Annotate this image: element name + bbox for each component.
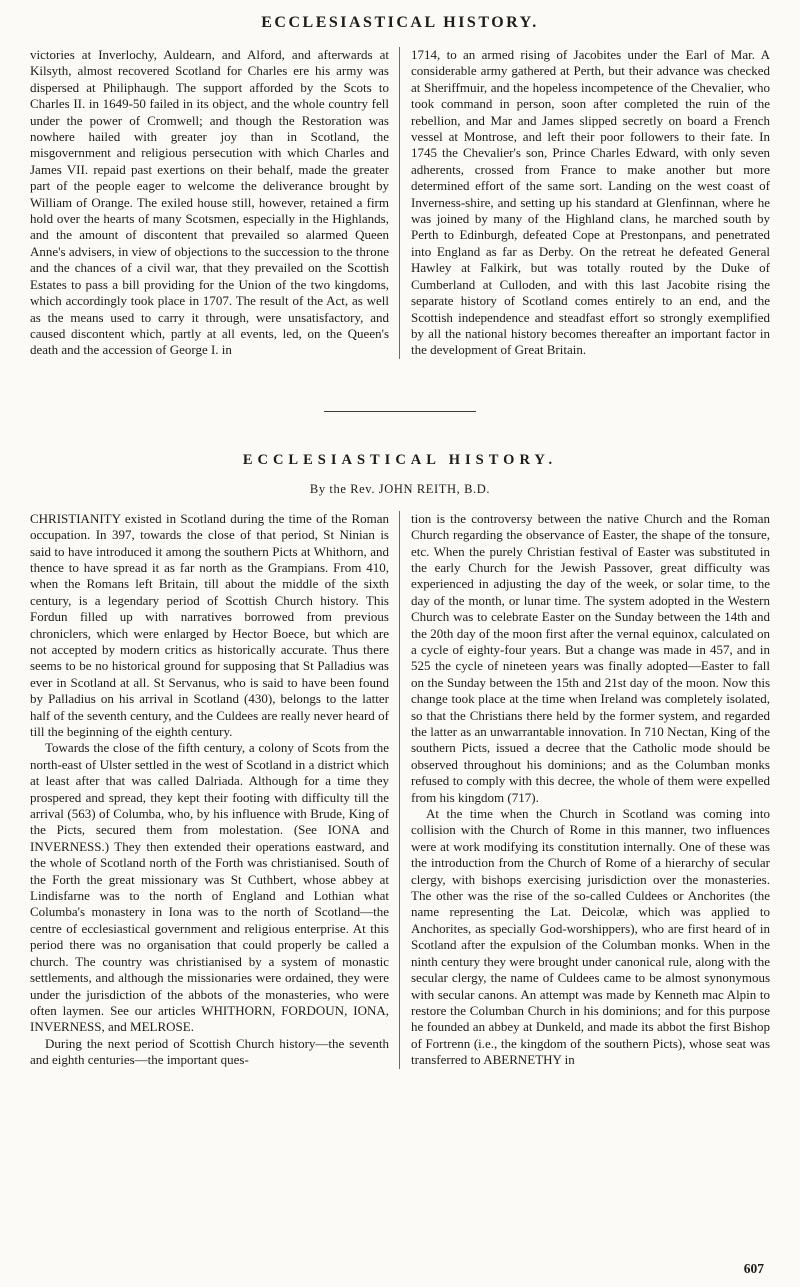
body-left-column — [30, 511, 400, 1069]
paragraph: At the time when the Church in Scotland was coming into collision with the Church of Rome in this manner, two influences were at work modifying its constitution internally. One of these was the introduction from the Church of Rome of a hierarchy of secular clergy, with bishops exercising jurisdiction over the monasteries. The other was the rise of the so-called Culdees or Anchorites (the name representing the Lat. Deicolæ, which was applied to Anchorites, as specially God-worshippers), who are first heard of in Scotland after the expulsion of the Columban monks. When in the ninth century they were brought under canonical rule, along with the secular clergy, the name of Culdees came to be almost synonymous with secular canons. An attempt was made by Kenneth mac Alpin to restore the Columban Church in his dominions; and for this purpose he founded an abbey at Dunkeld, and made its abbot the first Bishop of Fortrenn (i.e., the kingdom of the southern Picts), whose seat was transferred to ABERNETHY in — [411, 806, 770, 1068]
article-byline: By the Rev. JOHN REITH, B.D. — [309, 481, 491, 496]
article-body — [30, 511, 770, 1069]
top-right-column — [400, 47, 770, 359]
paragraph: CHRISTIANITY existed in Scotland during the time of the Roman occupation. In 397, towards the close of that period, St Ninian is said to have introduced it among the southern Picts at Whithorn, and thence to have spread it as far north as the Grampians. From 410, when the Romans left Britain, till about the middle of the sixth century, is a legendary period of Scottish Church history. This Fordun filled up with narratives borrowed from previous chroniclers, which were enlarged by Hector Boece, but which are not accepted by modern critics as historically accurate. Thus there seems to be no historical ground for supposing that St Palladius was ever in Scotland at all. St Servanus, who is said to have been found by Palladius on his arrival in Scotland (430), belongs to the latter half of the seventh century, and the Culdees are really never heard of till the beginning of the eighth century. — [30, 510, 389, 739]
page-number: 607 — [743, 1261, 764, 1276]
body-right-column — [400, 511, 770, 1069]
section-divider-rule — [324, 411, 476, 412]
paragraph: During the next period of Scottish Church history—the seventh and eighth centuries—the important ques- — [30, 1035, 389, 1068]
paragraph: tion is the controversy between the native Church and the Roman Church regarding the observance of Easter, the shape of the tonsure, etc. When the purely Christian festival of Easter was substituted in the early Church for the Jewish Passover, great difficulty was experienced in adjusting the day of the week, or solar time, to the day of the month, or lunar time. The system adopted in the Western Church was to celebrate Easter on the Sunday between the 14th and the 20th day of the moon first after the vernal equinox, calculated on a cycle of eighty-four years. But a change was made in 457, and in 525 the cycle of nineteen years was finally adopted—Easter to fall on the Sunday between the 15th and 21st day of the moon. Now this change took place at the time when Ireland was completely isolated, so that the Christians there held by the former system, and regarded the latter as an unwarrantable innovation. In 710 Nectan, King of the southern Picts, issued a decree that the Catholic mode should be observed throughout his dominions; and as the Columban monks refused to comply with this decree, the whole of them were expelled from his kingdom (717). — [411, 510, 770, 805]
paragraph: 1714, to an armed rising of Jacobites under the Earl of Mar. A considerable army gathered at Perth, but their advance was checked at Sheriffmuir, and the hopeless incompetence of the Chevalier, who took command in person, soon after completed the ruin of the rebellion, and Mar and James slipped secretly on board a French vessel at Montrose, and left their poor followers to their fate. In 1745 the Chevalier's son, Prince Charles Edward, with only seven adherents, crossed from France to make another but more determined effort of the same sort. Landing on the west coast of Inverness-shire, and setting up his standard at Glenfinnan, where he was joined by many of the Highland clans, he marched south by Perth to Edinburgh, defeated Cope at Prestonpans, and penetrated into England as far as Derby. On the retreat he defeated General Hawley at Falkirk, but was totally routed by the Duke of Cumberland at Culloden, and with this last Jacobite rising the separate history of Scotland comes entirely to an end, and the Scottish independence and steadfast effort so strongly exemplified by all the national history becomes thereafter an important factor in the development of Great Britain. — [411, 47, 770, 358]
paragraph: Towards the close of the fifth century, a colony of Scots from the north-east of Ulster settled in the west of Scotland in a district which at least after that was called Dalriada. Although for a time they prospered and spread, they kept their footing with difficulty till the arrival (563) of Columba, who, by his influence with Brude, King of the Picts, secured them from molestation. (See IONA and INVERNESS.) They then extended their operations eastward, and the whole of Scotland north of the Forth was christianised. South of the Forth the great missionary was St Cuthbert, whose abbey at Lindisfarne was to the north of England and Lothian what Columba's monastery in Iona was to the north of Scotland—the centre of ecclesiastical government and religious enterprise. At this period there was no organisation that could properly be called a church. The country was christianised by a system of monastic settlements, and although the missionaries were ordained, they were under the jurisdiction of the abbots of the monasteries, who were often laymen. See our articles WHITHORN, FORDOUN, IONA, INVERNESS, and MELROSE. — [30, 740, 389, 1035]
top-section — [30, 47, 770, 359]
paragraph: victories at Inverlochy, Auldearn, and Alford, and afterwards at Kilsyth, almost recovered Scotland for Charles ere his army was dispersed at Philiphaugh. The support afforded by the Scots to Charles II. in 1649-50 failed in its object, and the whole country fell under the power of Cromwell; and though the Restoration was nowhere hailed with greater joy than in Scotland, the misgovernment and religious persecution with which Charles and James VII. repaid past exertions on their behalf, made the greater part of the people eager to welcome the deliverance brought by William of Orange. The exiled house still, however, retained a firm hold over the hearts of many Scotsmen, especially in the Highlands, and the amount of discontent that prevailed so alarmed Queen Anne's advisers, in view of objections to the succession to the throne and the chances of a civil war, that they prevailed on the Scottish Estates to pass a bill providing for the Union of the two kingdoms, which accordingly took place in 1707. The result of the Act, as well as the means used to carry it through, were unsatisfactory, and caused discontent which, partly at all events, led, on the Queen's death and the accession of George I. in — [30, 47, 389, 358]
running-header-title: ECCLESIASTICAL HISTORY. — [261, 14, 539, 31]
top-left-column — [30, 47, 400, 359]
article-title: ECCLESIASTICAL HISTORY. — [242, 451, 558, 468]
